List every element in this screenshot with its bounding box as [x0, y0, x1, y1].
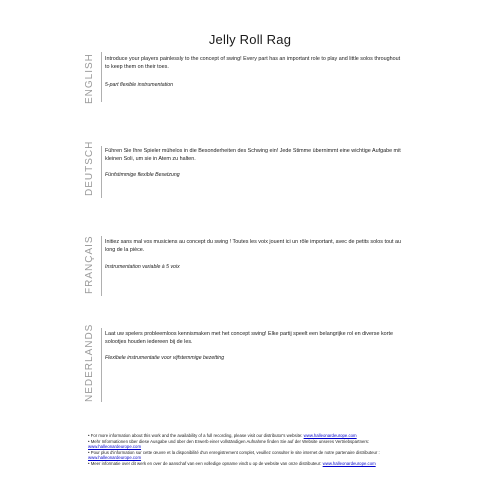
distributor-link-deutsch[interactable]: www.halleonardeurope.com: [88, 444, 142, 450]
distributor-link-francais[interactable]: www.halleonardeurope.com: [88, 455, 142, 461]
footer-text-deutsch: • Mehr Informationen über diese Ausgabe und über den Erwerb einer vollständigen Aufnahme finden Sie auf der Website unseres Vertriebspartners:: [88, 438, 370, 444]
footer-item-francais: [88, 450, 418, 461]
instrumentation-nederlands: Flexibele instrumentatie voor vijfstemmige bezetting: [105, 355, 225, 361]
footer-text-nederlands: • Meer informatie over dit werk en over de aanschaf van een volledige opname vindt u op de website van onze distributeur:: [88, 460, 322, 466]
language-label-nederlands: NEDERLANDS: [84, 323, 95, 402]
description-francais: Initiez sans mal vos musiciens au concept du swing ! Toutes les voix jouent ici un rôle important, avec de petits solos tout au long de la pièce.: [105, 239, 401, 253]
description-nederlands: Laat uw spelers probleemloos kennismaken met het concept swing! Elke partij speelt een belangrijke rol en diverse korte solootjes houden iedereen bij de les.: [105, 331, 393, 345]
section-divider-line: [101, 236, 102, 296]
footer-info: [88, 433, 418, 467]
footer-item-deutsch: [88, 439, 418, 450]
distributor-link-nederlands[interactable]: www.halleonardeurope.com: [322, 460, 376, 466]
language-label-francais: FRANÇAIS: [84, 235, 95, 294]
description-english: Introduce your players painlessly to the concept of swing! Every part has an important role to play and little solos throughout to keep them on their toes.: [105, 56, 401, 70]
language-label-deutsch: DEUTSCH: [84, 140, 95, 196]
distributor-link-english[interactable]: www.halleonardeurope.com: [303, 433, 357, 438]
section-divider-line: [101, 146, 102, 198]
section-divider-line: [101, 52, 102, 102]
description-deutsch: Führen Sie Ihre Spieler mühelos in die Besonderheiten des Schwing ein! Jede Stimme übernimmt eine wichtige Aufgabe mit kleinen Soli, um sie in Atem zu halten.: [105, 148, 401, 162]
footer-item-nederlands: [88, 461, 418, 467]
footer-text-english: • For more information about this work and the availability of a full recording, please visit our distributor's website:: [88, 433, 303, 438]
section-divider-line: [101, 328, 102, 402]
footer-text-francais: • Pour plus d'information sur cette œuvre et la disponibilité d'un enregistrement complet, veuillez consulter le site internet de notre partenaire distributeur :: [88, 449, 380, 455]
instrumentation-deutsch: Fünfstimmige flexible Besetzung: [105, 172, 180, 178]
instrumentation-english: 5-part flexible instrumentation: [105, 82, 174, 88]
language-label-english: ENGLISH: [84, 53, 95, 104]
instrumentation-francais: Instrumentation variable à 5 voix: [105, 264, 180, 270]
page-title: Jelly Roll Rag: [208, 32, 292, 47]
